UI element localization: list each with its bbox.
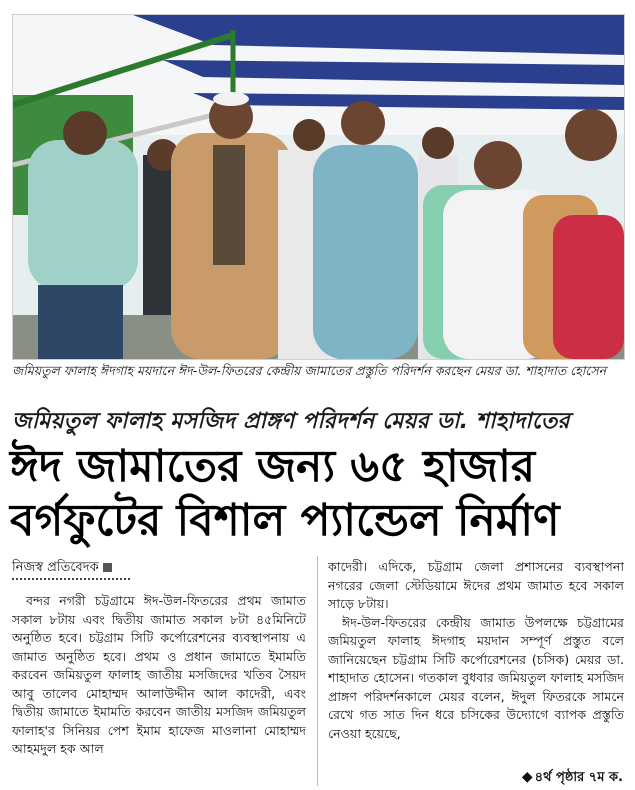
continuation-text: ৪র্থ পৃষ্ঠার ৭ম ক. [534,770,623,785]
headline-line-2: বর্গফুটের বিশাল প্যান্ডেল নির্মাণ [10,495,560,546]
photo-caption: জমিয়তুল ফালাহ ঈদগাহ ময়দানে ঈদ-উল-ফিতরের কেন্দ্রীয় জামাতের প্রস্তুতি পরিদর্শন করছেন মেয়র ডা. শাহাদাত হোসেন [12,363,607,378]
main-headline [10,440,625,548]
article-paragraph: কাদেরী। এদিকে, চট্টগ্রাম জেলা প্রশাসনের ব্যবস্থাপনা নগরের জেলা স্টেডিয়ামে ঈদের প্রথম জামাত হবে সকাল সাড়ে ৮টায়। [328,559,624,611]
byline-text: নিজস্ব প্রতিবেদক [12,560,99,575]
article-column-left [12,592,306,790]
column-divider [317,556,318,786]
headline-line-1: ঈদ জামাতের জন্য ৬৫ হাজার [10,441,536,492]
byline-divider [12,578,130,580]
kicker-headline: জমিয়তুল ফালাহ মসজিদ প্রাঙ্গণ পরিদর্শন মেয়র ডা. শাহাদাতের [12,409,570,434]
news-photo-icon [13,15,624,359]
continuation-note [522,768,623,789]
byline [12,558,112,579]
article-paragraph: ঈদ-উল-ফিতরের কেন্দ্রীয় জামাত উপলক্ষে চট্টগ্রামের জমিয়তুল ফালাহ ঈদগাহ ময়দান সম্পূর্ণ প্রস্তুত বলে জানিয়েছেন চট্টগ্রাম সিটি কর্পোরেশনের (চসিক) মেয়র ডা. শাহাদাত হোসেন। গতকাল বুধবার জমিয়তুল ফালাহ মসজিদ প্রাঙ্গণ পরিদর্শনকালে মেয়র বলেন, ঈদুল ফিতরকে সামনে রেখে গত সাত দিন ধরে চসিকের উদ্যোগে ব্যাপক প্রস্তুতি নেওয়া হয়েছে, [328,614,624,741]
diamond-bullet-icon: ◆ [521,769,533,785]
square-bullet-icon [103,563,112,572]
article-paragraph: বন্দর নগরী চট্টগ্রামে ঈদ-উল-ফিতরের প্রথম জামাত সকাল ৮টায় এবং দ্বিতীয় জামাত সকাল ৮টা ৪৫মিনিটে অনুষ্ঠিত হবে। চট্টগ্রাম সিটি কর্পোরেশনের ব্যবস্থাপনায় এ জামাত অনুষ্ঠিত হবে। প্রথম ও প্রধান জামাতে ইমামতি করবেন জমিয়তুল ফালাহ জাতীয় মসজিদের খতিব সৈয়দ আবু তালেব মোহাম্মদ আলাউদ্দীন আল কাদেরী, এবং দ্বিতীয় জামাতে ইমামতি করবেন জাতীয় মসজিদ জমিয়তুল ফালাহ'র সিনিয়র পেশ ইমাম হাফেজ মাওলানা মোহাম্মদ আহমদুল হক আল [12,593,306,756]
news-photo [12,14,625,360]
article-column-right [328,558,624,768]
